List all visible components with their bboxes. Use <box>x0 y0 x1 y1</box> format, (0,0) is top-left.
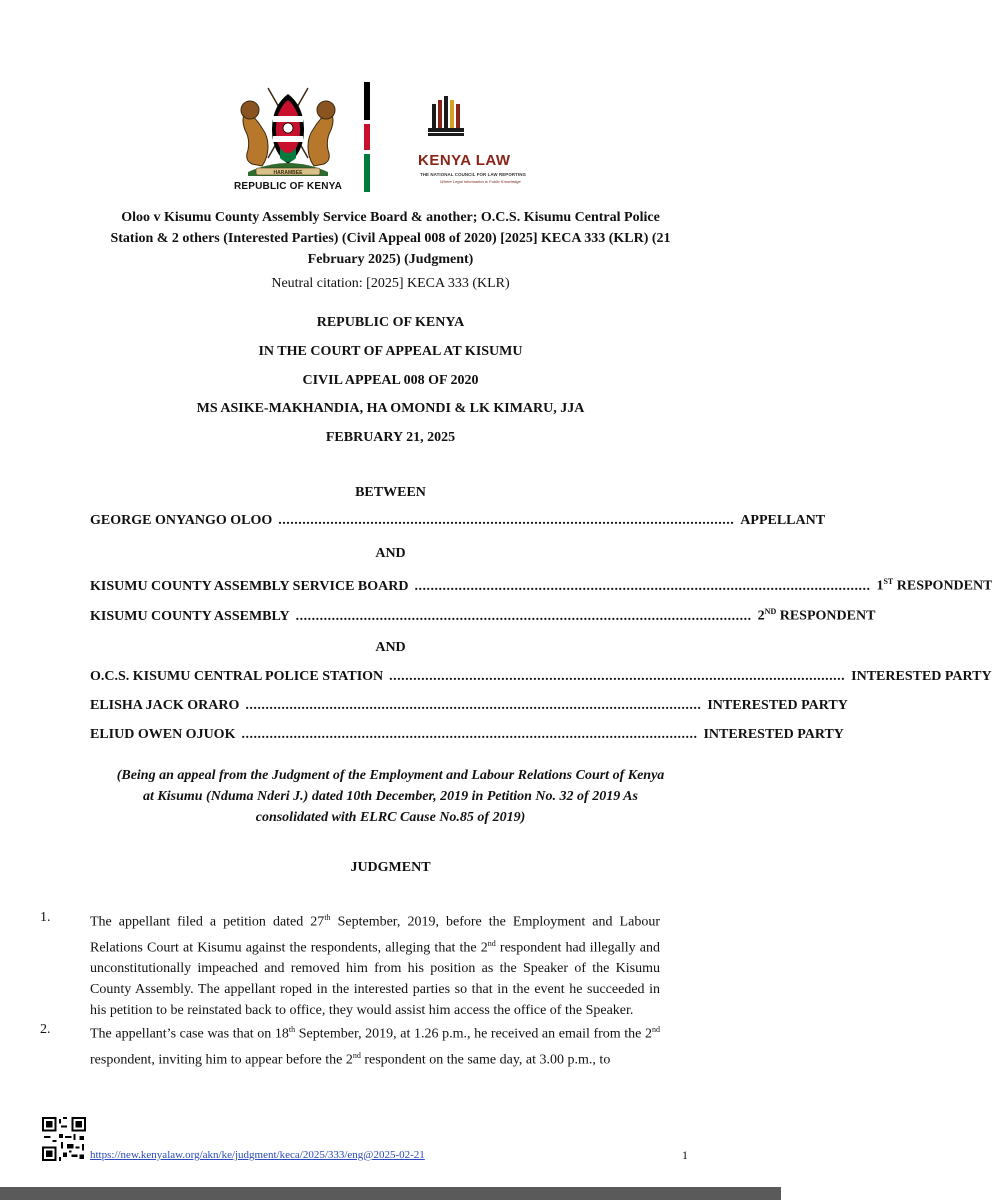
party-name: GEORGE ONYANGO OLOO <box>90 513 273 528</box>
party-ordinal-sup: ND <box>764 607 777 616</box>
leader-dots: .................................................................................................................. <box>245 698 702 713</box>
case-heading: CIVIL APPEAL 008 OF 2020 <box>302 373 479 388</box>
and-heading: AND <box>375 546 406 561</box>
bottom-bar <box>0 1187 781 1200</box>
text-run: The appellant’s case was that on 18 <box>90 1026 289 1042</box>
paragraph-number: 2. <box>40 1022 51 1037</box>
court-heading: IN THE COURT OF APPEAL AT KISUMU <box>258 344 523 359</box>
text-sup: th <box>288 1025 296 1034</box>
text-sup: nd <box>652 1025 660 1034</box>
between-heading: BETWEEN <box>355 485 426 500</box>
paragraph-text <box>90 907 660 1021</box>
page-number: 1 <box>682 1148 688 1162</box>
document-title: Oloo v Kisumu County Assembly Service Board & another; O.C.S. Kisumu Central Police Station & 2 others (Interested Parties) (Civil Appeal 008 of 2020) [2025] KECA 333 (KLR) (21 February 2025) (Judgment) <box>110 210 671 267</box>
party-role-label: RESPONDENT <box>779 608 876 624</box>
party-name: ELISHA JACK ORARO <box>90 698 240 713</box>
party-role: APPELLANT <box>740 513 826 528</box>
neutral-citation: Neutral citation: [2025] KECA 333 (KLR) <box>271 276 510 291</box>
leader-dots: .................................................................................................................. <box>278 513 735 528</box>
paragraph-number: 1. <box>40 910 51 925</box>
party-role-label: RESPONDENT <box>896 578 992 594</box>
party-interested-1 <box>90 669 992 685</box>
party-name: ELIUD OWEN OJUOK <box>90 727 236 742</box>
party-ordinal: 1 <box>876 578 884 594</box>
paragraph-2 <box>40 1019 660 1070</box>
kenya-law-logo-icon <box>426 94 466 138</box>
document-url-link[interactable]: https://new.kenyalaw.org/akn/ke/judgment/keca/2025/333/eng@2025-02-21 <box>90 1149 425 1161</box>
party-appellant <box>90 513 826 529</box>
leader-dots: .................................................................................................................. <box>389 669 846 684</box>
party-role <box>876 577 992 595</box>
party-respondent-1 <box>90 577 992 595</box>
kenya-law-tagline: Where Legal Information is Public Knowledge <box>440 179 521 184</box>
judges-heading: MS ASIKE-MAKHANDIA, HA OMONDI & LK KIMARU, JJA <box>196 401 585 416</box>
party-ordinal: 2 <box>757 608 765 624</box>
text-sup: th <box>324 913 331 922</box>
header-logos <box>0 80 781 200</box>
date-heading: FEBRUARY 21, 2025 <box>325 430 456 445</box>
appeal-note: (Being an appeal from the Judgment of the Employment and Labour Relations Court of Kenya at Kisumu (Nduma Nderi J.) dated 10th December, 2019 in Petition No. 32 of 2019 As consolidated with ELRC Cause No.85 of 2019) <box>116 768 665 825</box>
kenya-law-subtitle: THE NATIONAL COUNCIL FOR LAW REPORTING <box>420 172 527 177</box>
text-run: respondent, inviting him to appear before the 2 <box>90 1052 353 1068</box>
party-role: INTERESTED PARTY <box>703 727 844 742</box>
text-run: respondent had illegally and unconstitutionally impeached and removed him from his position as the Speaker of the Kisumu County Assembly. The appellant roped in the interested parties so that in the event he succeeded in his petition to be reinstated back to office, they would assist him access the office of the Speaker. <box>90 940 661 1019</box>
party-role: INTERESTED PARTY <box>707 698 848 713</box>
paragraph-1 <box>40 907 660 1021</box>
flag-divider <box>364 82 370 192</box>
party-role: INTERESTED PARTY <box>851 669 992 684</box>
country-heading: REPUBLIC OF KENYA <box>316 315 465 330</box>
text-run: respondent on the same day, at 3.00 p.m., to <box>360 1052 611 1068</box>
party-ordinal-sup: ST <box>883 577 894 586</box>
qr-code-icon[interactable] <box>42 1117 86 1161</box>
leader-dots: .................................................................................................................. <box>414 578 871 594</box>
leader-dots: .................................................................................................................. <box>295 608 752 624</box>
text-run: The appellant filed a petition dated 27 <box>90 914 325 930</box>
text-run: September, 2019, before the Employment and Labour Relations Court at Kisumu against the respondents, alleging that the 2 <box>90 914 660 956</box>
leader-dots: .................................................................................................................. <box>241 727 698 742</box>
text-sup: nd <box>487 938 496 948</box>
coat-of-arms-motto: HARAMBEE <box>273 170 303 176</box>
coat-of-arms-caption: REPUBLIC OF KENYA <box>233 181 343 192</box>
and-heading: AND <box>375 640 406 655</box>
party-interested-3 <box>90 727 844 743</box>
party-name: KISUMU COUNTY ASSEMBLY SERVICE BOARD <box>90 578 409 594</box>
party-name: KISUMU COUNTY ASSEMBLY <box>90 608 290 624</box>
text-sup: nd <box>352 1050 361 1060</box>
text-run: September, 2019, at 1.26 p.m., he received an email from the 2 <box>295 1026 652 1042</box>
judgment-heading: JUDGMENT <box>350 860 431 875</box>
paragraph-text <box>90 1019 660 1070</box>
kenya-law-title: KENYA LAW <box>418 152 511 169</box>
party-role <box>758 607 876 625</box>
party-interested-2 <box>90 698 848 714</box>
party-respondent-2 <box>90 607 876 625</box>
party-name: O.C.S. KISUMU CENTRAL POLICE STATION <box>90 669 384 684</box>
